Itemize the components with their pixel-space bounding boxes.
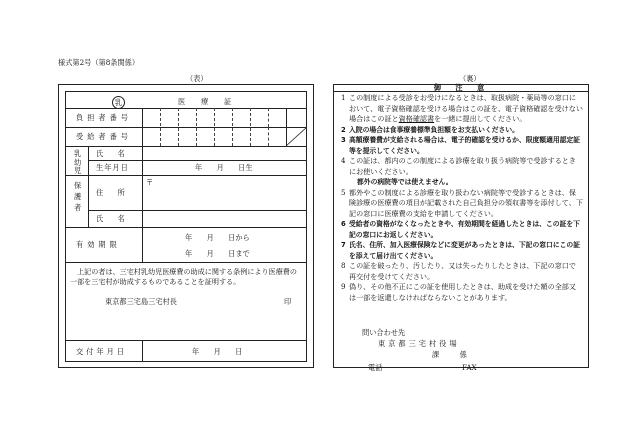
notice-text: 氏名、住所、加入医療保険などに変更があったときは、下記の窓口にこの証を添えて届け出てください。 xyxy=(349,241,581,260)
notice-item xyxy=(339,240,583,261)
notice-number: 5 xyxy=(341,187,346,197)
notice-item xyxy=(339,93,583,125)
notice-item xyxy=(339,261,583,282)
notice-number: 9 xyxy=(341,282,346,291)
dob-value: 年 月 日生 xyxy=(195,163,253,172)
notice-text: 受給者の資格がなくなったときや、有効期間を経過したときは、この証を下記の窓口にお返しください。 xyxy=(349,220,580,239)
period-to: 年 月 日まで xyxy=(185,249,250,258)
notice-item xyxy=(339,282,583,303)
notice-number: 7 xyxy=(341,241,346,249)
notice-number: 3 xyxy=(341,136,346,144)
notice-header: 御 注 意 xyxy=(433,83,485,92)
jukyu-label: 受給者番号 xyxy=(76,132,132,141)
front-label: （表） xyxy=(186,74,208,83)
dob-label: 生年月日 xyxy=(96,163,129,172)
notice-number: 6 xyxy=(341,220,346,228)
issue-date-label: 交付年月日 xyxy=(76,347,127,356)
notice-number: 1 xyxy=(341,93,346,102)
notice-item xyxy=(339,135,583,156)
notice-number: 4 xyxy=(341,156,346,165)
form-number: 様式第2号（第8条関係） xyxy=(58,58,140,67)
doc-link-text: 資格確認書 xyxy=(398,114,435,123)
notice-item xyxy=(339,219,583,240)
notice-number: 2 xyxy=(341,125,346,134)
notice-text: 入院の場合は食事療養標準負担額をお支払いください。 xyxy=(349,125,519,134)
notice-item xyxy=(339,188,583,220)
issuer: 東京都三宅島三宅村長 xyxy=(105,297,177,306)
child-group-label: 乳幼児 xyxy=(74,149,82,176)
guardian-name-label: 氏 名 xyxy=(96,214,125,223)
address-label: 住 所 xyxy=(96,188,125,197)
card-title: 医 療 証 xyxy=(178,97,232,106)
notice-text: この制度による受診をお受けになるときは、取扱病院・薬局等の窓口において、電子資格確認を受ける場合はこの証を、電子資格確認を受けない場合はこの証と xyxy=(349,93,583,123)
fax-label: FAX xyxy=(462,363,477,372)
postal-mark: 〒 xyxy=(146,178,154,187)
seal-mark: 印 xyxy=(284,297,292,306)
unused-box-slash xyxy=(286,127,307,146)
notice-item xyxy=(339,125,583,136)
back-label: （裏） xyxy=(459,74,481,83)
child-name-label: 氏 名 xyxy=(96,149,125,158)
notice-number: 8 xyxy=(341,261,346,270)
notice-text: この証は、都内のこの制度による診療を取り扱う病院等で受診するときにお使いください。 xyxy=(349,156,576,176)
program-mark: 乳 xyxy=(112,96,125,109)
notice-text: を一緒に提出してください。 xyxy=(434,114,527,123)
notice-item xyxy=(339,177,583,188)
guardian-group-label: 保護者 xyxy=(74,181,82,213)
notice-text: この証を破ったり、汚したり、又は失ったりしたときは、下記の窓口で再交付を受けてください。 xyxy=(349,261,576,281)
notice-list xyxy=(339,93,583,303)
office-name: 東京都三宅村役場 xyxy=(378,339,460,348)
notice-text: 高額療養費が支給される場合は、電子的確認を受けるか、限度額適用認定証等を提示してください。 xyxy=(349,136,581,155)
issue-date-value: 年 月 日 xyxy=(192,347,243,356)
notice-item xyxy=(339,156,583,177)
futan-label: 負担者番号 xyxy=(76,113,132,122)
certify-text: 上記の者は、三宅村乳幼児医療費の助成に関する条例により医療費の一部を三宅村が助成するものであることを証明する。 xyxy=(70,267,297,287)
contact-label: 問い合わせ先 xyxy=(362,328,406,337)
notice-text: 都外の病院等では使えません。 xyxy=(357,178,453,186)
notice-text: 都外やこの制度による診療を取り扱わない病院等で受診するときは、保険診療の医療費の項目が記載された自己負担分の領収書等を添付して、下記の窓口に医療費の支給を申請してください。 xyxy=(349,187,583,218)
section-name: 課 係 xyxy=(432,350,469,359)
period-from: 年 月 日から xyxy=(185,233,250,242)
phone-label: 電話 xyxy=(368,363,383,372)
notice-text: 偽り、その他不正にこの証を使用したときは、助成を受けた額の全部又は一部を返還しなければならないことがあります。 xyxy=(349,282,576,302)
period-label: 有効期限 xyxy=(76,240,121,249)
